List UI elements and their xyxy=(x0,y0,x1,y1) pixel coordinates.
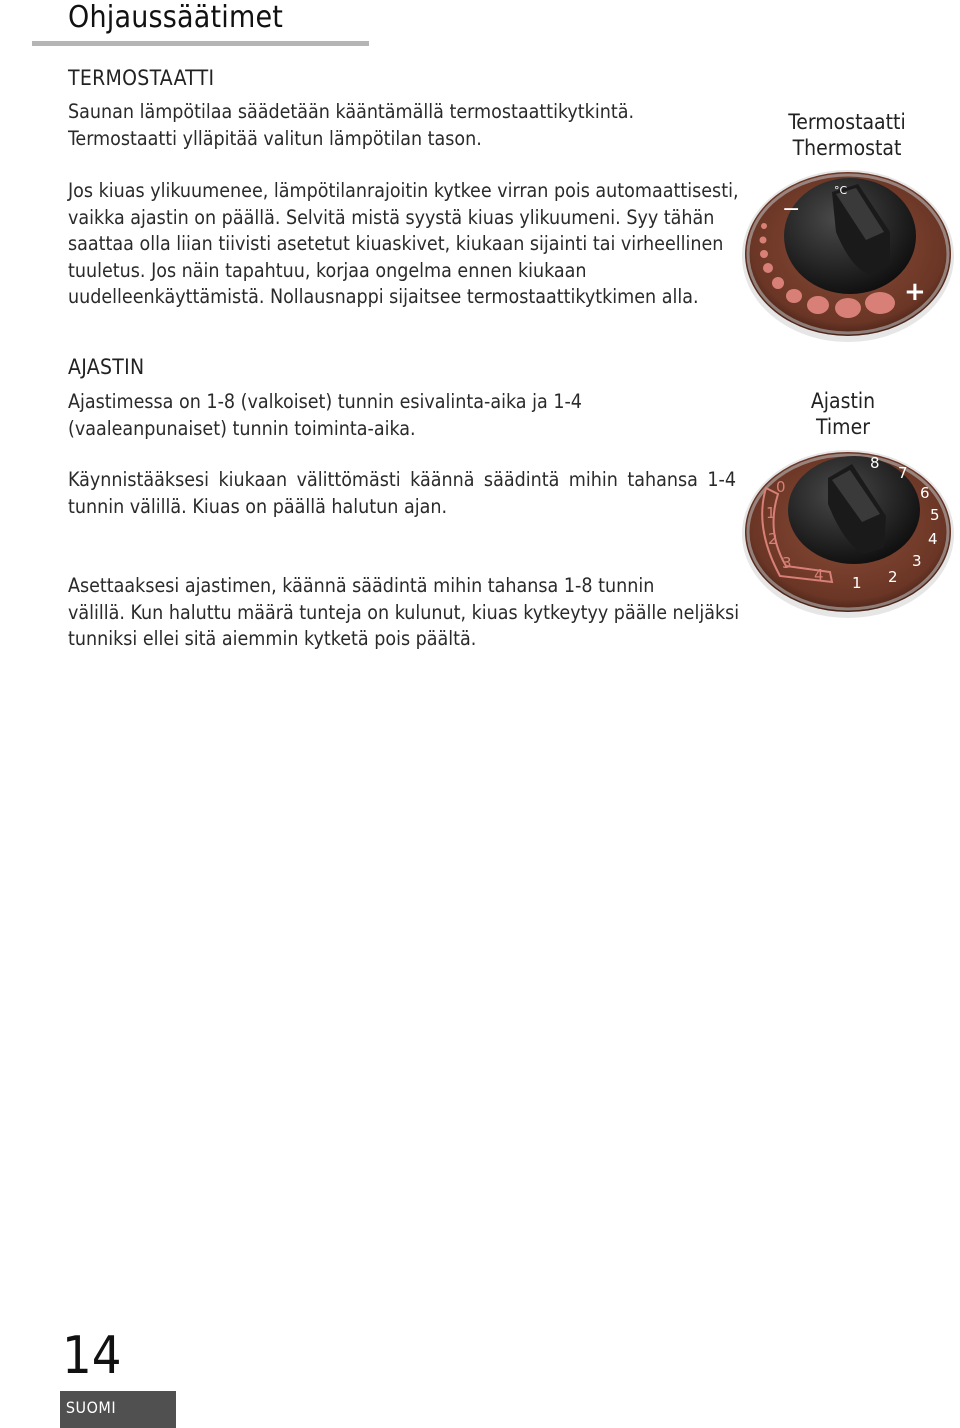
timer-preset-number: 6 xyxy=(920,484,930,502)
timer-dial-illustration xyxy=(740,448,956,624)
thermostat-paragraph-1: Saunan lämpötilaa säädetään kääntämällä termostaattikytkintä. Termostaatti ylläpitää valitun lämpötilan tason. xyxy=(68,100,635,150)
timer-preset-number: 5 xyxy=(930,506,940,524)
thermostat-dial-illustration xyxy=(740,170,956,350)
title-underline xyxy=(32,41,369,46)
page-title: Ohjaussäätimet xyxy=(68,0,284,35)
thermostat-paragraph-2: Jos kiuas ylikuumenee, lämpötilanrajoitin kytkee virran pois automaattisesti, vaikka ajastin on päällä. Selvitä mistä syystä kiuas ylikuumeni. Syy tähän saattaa olla liian tiivisti asetetut kiuaskivet, kiukaan sijainti tai virheellinen tuuletus. Jos näin tapahtuu, korjaa ongelma ennen kiukaan uudelleenkäyttämistä. Nollausnappi sijaitsee termostaattikytkimen alla. xyxy=(68,179,739,308)
timer-caption: Ajastin Timer xyxy=(810,389,876,439)
timer-preset-number: 2 xyxy=(888,568,898,586)
timer-preset-number: 7 xyxy=(898,464,908,482)
timer-preset-number: 8 xyxy=(870,454,880,472)
timer-paragraph-1: Ajastimessa on 1-8 (valkoiset) tunnin esivalinta-aika ja 1-4 (vaaleanpunaiset) tunnin toiminta-aika. xyxy=(68,390,582,440)
timer-heading: AJASTIN xyxy=(68,355,145,379)
thermostat-heading: TERMOSTAATTI xyxy=(68,66,215,90)
language-label: SUOMI xyxy=(65,1398,117,1417)
timer-operating-number: 4 xyxy=(814,566,824,584)
timer-preset-number: 3 xyxy=(912,552,922,570)
timer-paragraph-2: Käynnistääksesi kiukaan välittömästi käännä säädintä mihin tahansa 1-4 tunnin välillä. Kiuas on päällä halutun ajan. xyxy=(68,468,736,518)
timer-preset-number: 1 xyxy=(852,574,862,592)
thermostat-unit-label: °C xyxy=(834,184,848,197)
page-number: 14 xyxy=(62,1326,122,1386)
timer-operating-number: 1 xyxy=(766,504,776,522)
timer-paragraph-3: Asettaaksesi ajastimen, käännä säädintä mihin tahansa 1-8 tunnin välillä. Kun haluttu määrä tunteja on kulunut, kiuas kytkeytyy päälle neljäksi tunniksi ellei sitä aiemmin kytketä pois päältä. xyxy=(68,574,740,650)
timer-preset-number: 4 xyxy=(928,530,938,548)
timer-operating-number: 2 xyxy=(768,530,778,548)
thermostat-minus-label: − xyxy=(782,197,801,222)
timer-operating-number: 3 xyxy=(782,554,792,572)
thermostat-plus-label: + xyxy=(904,277,926,307)
thermostat-caption: Termostaatti Thermostat xyxy=(788,110,906,160)
timer-operating-number: 0 xyxy=(776,478,786,496)
